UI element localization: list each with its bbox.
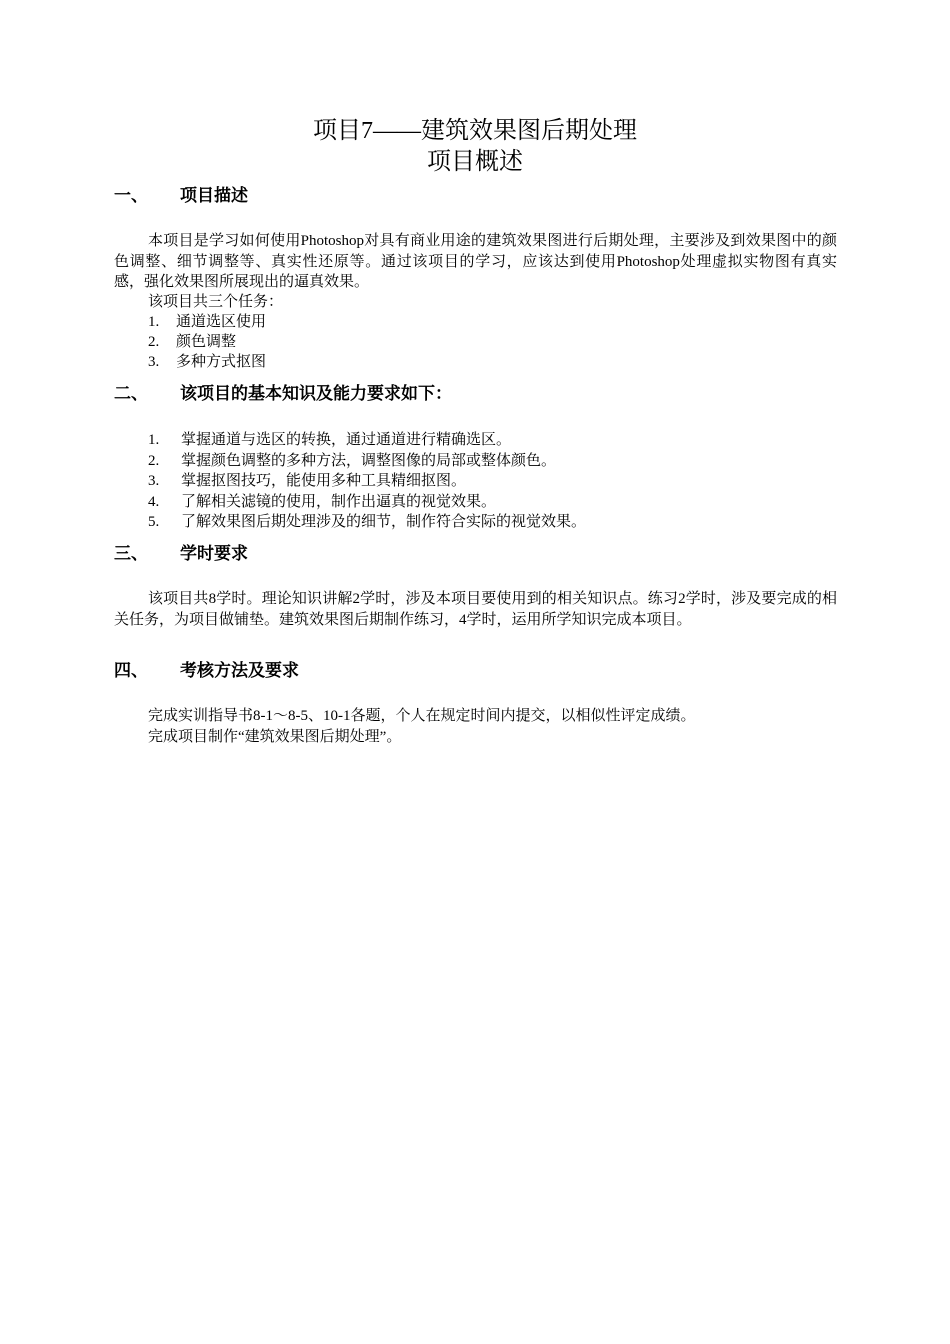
document-title: 项目7——建筑效果图后期处理 [313, 118, 637, 144]
list-number: 2. [148, 334, 160, 350]
assessment-line-1: 完成实训指导书8-1～8-5、10-1各题，个人在规定时间内提交，以相似性评定成绩。 [148, 708, 696, 724]
list-item [148, 471, 466, 492]
list-item [148, 492, 496, 513]
list-text: 了解效果图后期处理涉及的细节，制作符合实际的视觉效果。 [181, 514, 587, 530]
assessment-line-2: 完成项目制作“建筑效果图后期处理”。 [148, 729, 402, 745]
list-text: 掌握抠图技巧，能使用多种工具精细抠图。 [181, 473, 467, 489]
section-heading-1 [114, 185, 248, 207]
list-item [148, 451, 556, 472]
section-3-paragraph: 该项目共8学时。理论知识讲解2学时，涉及本项目要使用到的相关知识点。练习2学时，涉及要完成的相关任务，为项目做铺垫。建筑效果图后期制作练习，4学时，运用所学知识完成本项目。 [114, 591, 837, 628]
list-item [148, 312, 266, 333]
section-title: 考核方法及要求 [180, 661, 299, 680]
list-text: 颜色调整 [176, 334, 237, 350]
section-heading-4 [114, 660, 299, 682]
section-heading-3 [114, 543, 248, 565]
document-subtitle: 项目概述 [427, 149, 523, 175]
list-item [148, 512, 586, 533]
section-heading-2 [114, 383, 452, 405]
section-title: 该项目的基本知识及能力要求如下： [180, 384, 452, 403]
list-number: 5. [148, 514, 160, 530]
section-title: 学时要求 [180, 544, 248, 563]
list-text: 通道选区使用 [176, 314, 267, 330]
list-item [148, 430, 511, 451]
list-item [148, 352, 266, 373]
list-number: 4. [148, 494, 160, 510]
section-number: 四、 [114, 661, 148, 680]
section-1-paragraph: 本项目是学习如何使用Photoshop对具有商业用途的建筑效果图进行后期处理，主要涉及到效果图中的颜色调整、细节调整等、真实性还原等。通过该项目的学习，应该达到使用Photoshop处理虚拟实物图有真实感，强化效果图所展现出的逼真效果。 [114, 233, 837, 290]
list-text: 掌握通道与选区的转换，通过通道进行精确选区。 [181, 432, 512, 448]
list-number: 3. [148, 354, 160, 370]
section-number: 三、 [114, 544, 148, 563]
list-item [148, 332, 236, 353]
list-text: 掌握颜色调整的多种方法，调整图像的局部或整体颜色。 [181, 453, 557, 469]
list-number: 1. [148, 314, 160, 330]
list-number: 3. [148, 473, 160, 489]
section-number: 二、 [114, 384, 148, 403]
section-title: 项目描述 [180, 186, 248, 205]
list-text: 了解相关滤镜的使用，制作出逼真的视觉效果。 [181, 494, 497, 510]
list-text: 多种方式抠图 [176, 354, 267, 370]
section-number: 一、 [114, 186, 148, 205]
list-number: 2. [148, 453, 160, 469]
list-number: 1. [148, 432, 160, 448]
task-intro: 该项目共三个任务： [148, 294, 284, 310]
